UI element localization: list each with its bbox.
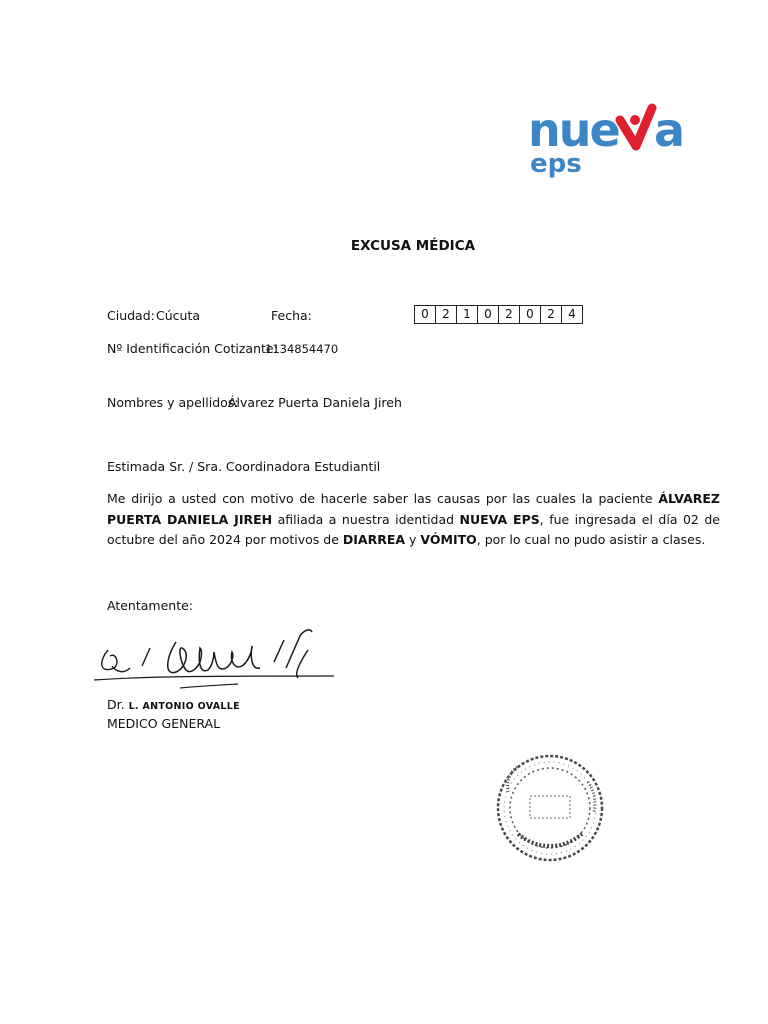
patient-name-bold: ÁLVAREZ PUERTA DANIELA JIREH [107, 491, 720, 527]
signature [90, 622, 340, 694]
fecha-digit: 0 [520, 306, 541, 323]
document-title: EXCUSA MÉDICA [350, 238, 476, 254]
fecha-digit: 2 [436, 306, 457, 323]
eps-name-bold: NUEVA EPS [459, 511, 540, 527]
svg-text:nue: nue [528, 103, 619, 157]
diagnosis-bold: DIARREA [342, 532, 406, 547]
body-text: y [405, 532, 421, 547]
id-value: 1134854470 [265, 342, 339, 356]
official-stamp [488, 742, 618, 874]
fecha-digit: 4 [568, 307, 576, 321]
body-text: , por lo cual no pudo asistir a clases. [476, 532, 706, 547]
id-label: Nº Identificación Cotizante: [107, 341, 278, 356]
fecha-digit: 2 [541, 306, 562, 323]
diagnosis-bold: VÓMITO [420, 532, 477, 547]
body-text: afiliada a nuestra identidad [272, 511, 460, 527]
fecha-boxes [414, 305, 583, 324]
fecha-digit: 0 [478, 306, 499, 323]
fecha-digit: 1 [457, 306, 478, 323]
body-paragraph [107, 489, 720, 551]
svg-text:a: a [654, 103, 686, 157]
nueva-eps-logo [528, 98, 708, 178]
doctor-line [107, 697, 240, 712]
ciudad-label: Ciudad: [107, 308, 155, 323]
nombres-label: Nombres y apellidos: [107, 395, 239, 410]
svg-text:eps: eps [530, 149, 582, 178]
closing: Atentamente: [107, 598, 193, 613]
body-text: , fue ingresada el día 02 de octubre del año 2024 por motivos de [107, 511, 720, 547]
ciudad-value: Cúcuta [156, 308, 201, 323]
doctor-name: L. ANTONIO OVALLE [128, 701, 240, 712]
body-text: Me dirijo a usted con motivo de hacerle saber las causas por las cuales la paciente [107, 491, 659, 506]
saludo: Estimada Sr. / Sra. Coordinadora Estudiantil [107, 459, 381, 474]
fecha-digit: 2 [499, 306, 520, 323]
fecha-digit: 0 [415, 306, 436, 323]
doctor-title: MEDICO GENERAL [107, 716, 221, 731]
nombres-value: Álvarez Puerta Daniela Jireh [228, 395, 402, 410]
fecha-label: Fecha: [271, 308, 312, 323]
doctor-prefix: Dr. [107, 697, 125, 712]
